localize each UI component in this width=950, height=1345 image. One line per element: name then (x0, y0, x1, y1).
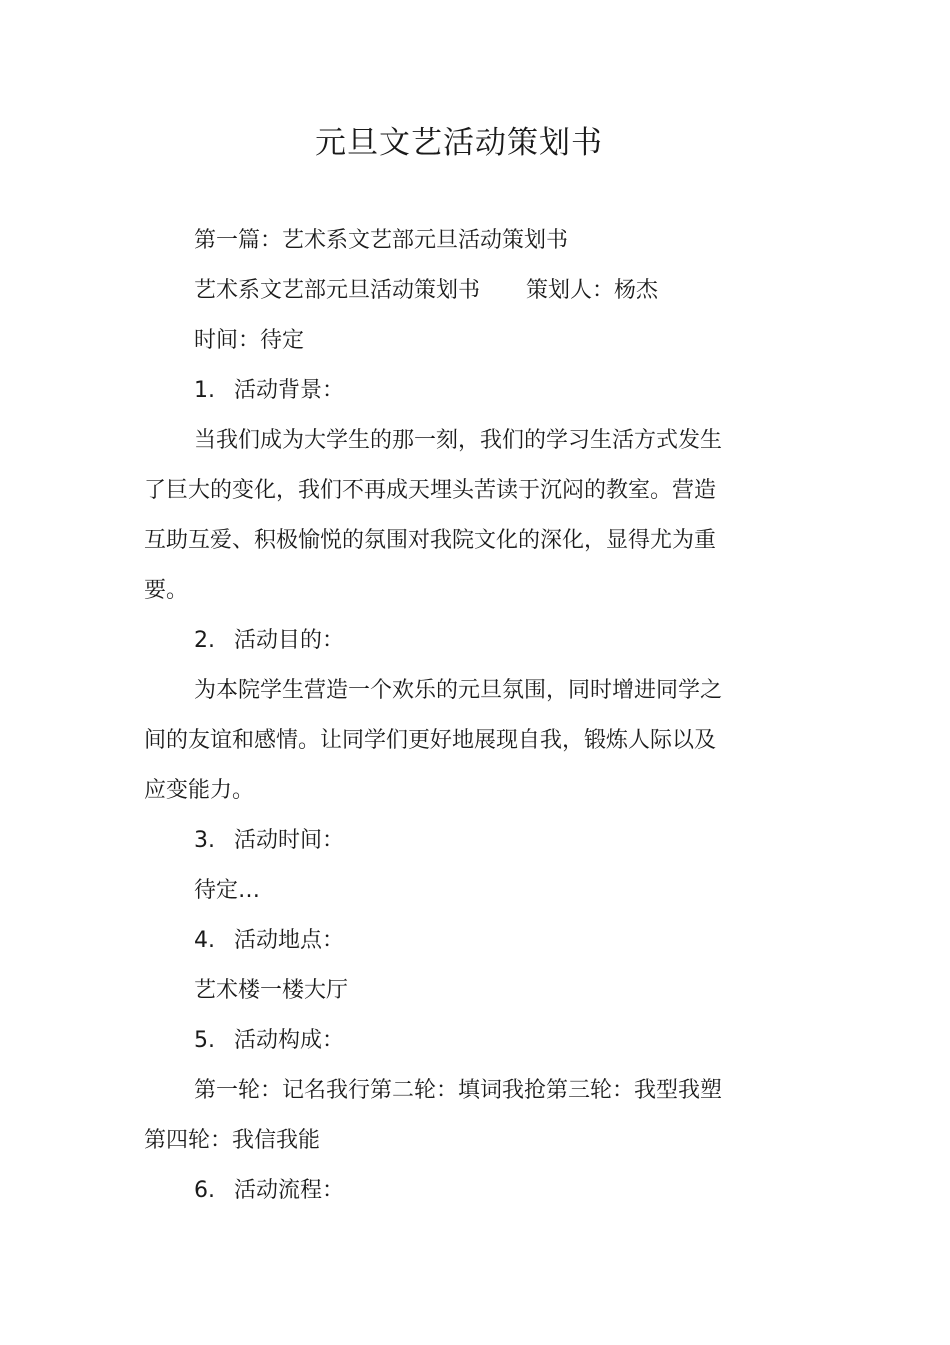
section-title: 活动流程： (234, 1178, 345, 1203)
paragraph-line: 艺术楼一楼大厅 (194, 978, 349, 1003)
section-title: 活动构成： (234, 1028, 345, 1053)
section-number: 2. (194, 628, 215, 653)
section-heading (194, 926, 794, 956)
section-heading (194, 626, 794, 656)
paragraph-line: 第四轮：我信我能 (144, 1128, 321, 1153)
paragraph-line: 为本院学生营造一个欢乐的元旦氛围，同时增进同学之 (194, 678, 723, 703)
section-title: 活动地点： (234, 928, 345, 953)
section-heading (194, 826, 794, 856)
paragraph-line: 间的友谊和感情。让同学们更好地展现自我，锻炼人际以及 (144, 728, 717, 753)
section-title: 活动目的： (234, 628, 345, 653)
section-title: 活动时间： (234, 828, 345, 853)
section-heading (194, 1176, 794, 1206)
subtitle-text: 艺术系文艺部元旦活动策划书 (194, 278, 481, 303)
paragraph-line: 第一轮：记名我行第二轮：填词我抢第三轮：我型我塑 (194, 1078, 723, 1103)
section-number: 3. (194, 828, 215, 853)
subtitle-row (194, 276, 794, 306)
section-number: 4. (194, 928, 215, 953)
planner-text: 策划人：杨杰 (526, 278, 659, 303)
section-heading (194, 1026, 794, 1056)
section-number: 1. (194, 378, 215, 403)
paragraph-line: 应变能力。 (144, 778, 255, 803)
paragraph-line: 了巨大的变化，我们不再成天埋头苦读于沉闷的教室。营造 (144, 478, 717, 503)
section-number: 6. (194, 1178, 215, 1203)
document-title: 元旦文艺活动策划书 (315, 125, 603, 161)
paragraph-line: 互助互爱、积极愉悦的氛围对我院文化的深化，显得尤为重 (144, 528, 717, 553)
paragraph-line: 待定… (194, 878, 261, 903)
time-line: 时间：待定 (194, 328, 305, 353)
section-heading (194, 376, 794, 406)
section-number: 5. (194, 1028, 215, 1053)
paragraph-line: 要。 (144, 578, 189, 603)
paragraph-line: 当我们成为大学生的那一刻，我们的学习生活方式发生 (194, 428, 723, 453)
section-title: 活动背景： (234, 378, 345, 403)
chapter-heading: 第一篇：艺术系文艺部元旦活动策划书 (194, 228, 569, 253)
